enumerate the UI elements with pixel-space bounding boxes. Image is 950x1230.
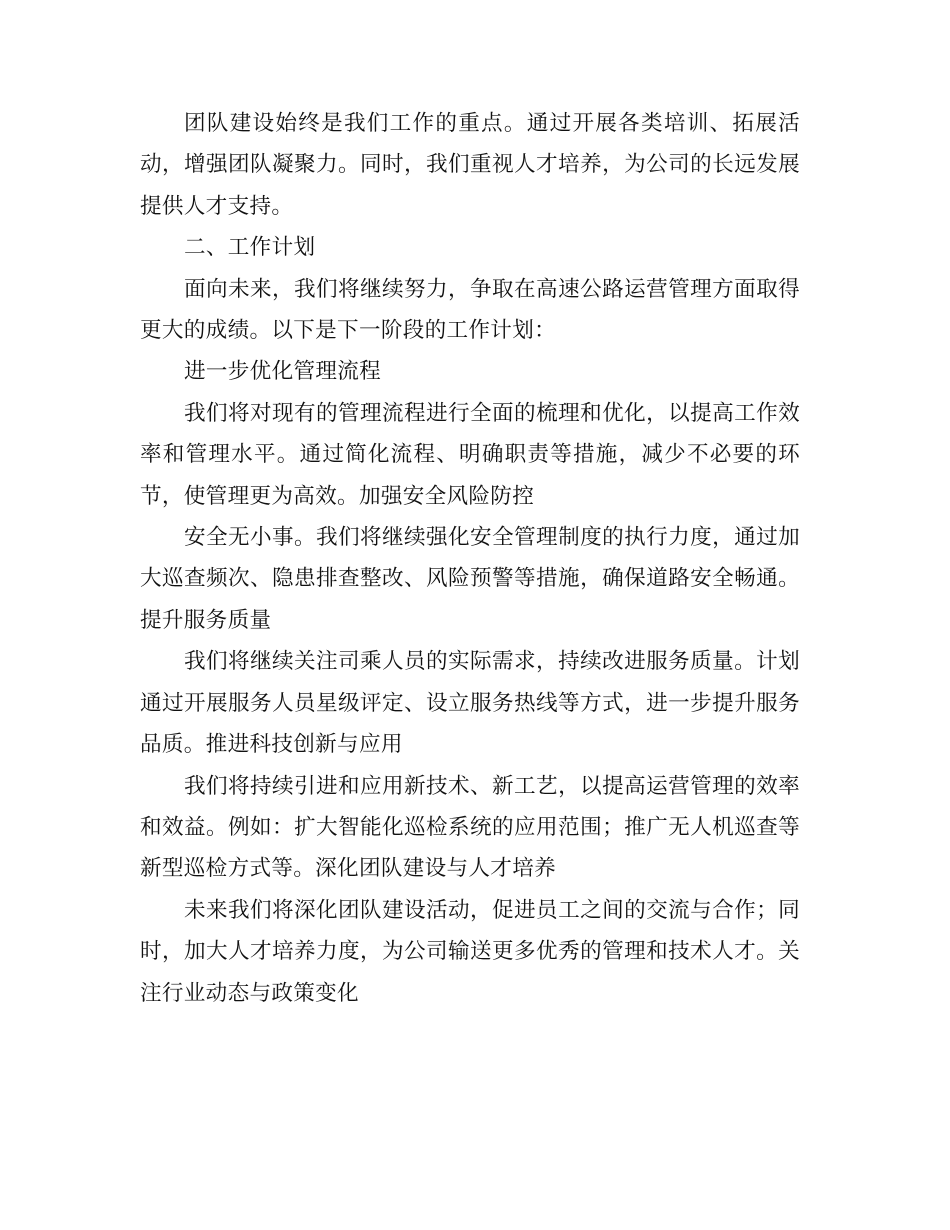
paragraph-service-quality: 我们将继续关注司乘人员的实际需求，持续改进服务质量。计划通过开展服务人员星级评定、设立服务热线等方式，进一步提升服务品质。推进科技创新与应用 <box>140 649 800 758</box>
paragraph-talent: 未来我们将深化团队建设活动，促进员工之间的交流与合作；同时，加大人才培养力度，为公司输送更多优秀的管理和技术人才。关注行业动态与政策变化 <box>140 897 800 1006</box>
subheading-optimize-process: 进一步优化管理流程 <box>184 359 382 385</box>
paragraph-team-building: 团队建设始终是我们工作的重点。通过开展各类培训、拓展活动，增强团队凝聚力。同时，我们重视人才培养，为公司的长远发展提供人才支持。 <box>140 111 800 219</box>
section-heading-work-plan: 二、工作计划 <box>184 235 316 261</box>
paragraph-safety: 安全无小事。我们将继续强化安全管理制度的执行力度，通过加大巡查频次、隐患排查整改、风险预警等措施，确保道路安全畅通。提升服务质量 <box>140 525 800 633</box>
paragraph-future-outlook: 面向未来，我们将继续努力，争取在高速公路运营管理方面取得更大的成绩。以下是下一阶段的工作计划： <box>140 276 800 344</box>
paragraph-management-process: 我们将对现有的管理流程进行全面的梳理和优化，以提高工作效率和管理水平。通过简化流程、明确职责等措施，减少不必要的环节，使管理更为高效。加强安全风险防控 <box>140 400 800 509</box>
paragraph-technology: 我们将持续引进和应用新技术、新工艺，以提高运营管理的效率和效益。例如：扩大智能化巡检系统的应用范围；推广无人机巡查等新型巡检方式等。深化团队建设与人才培养 <box>140 773 800 882</box>
